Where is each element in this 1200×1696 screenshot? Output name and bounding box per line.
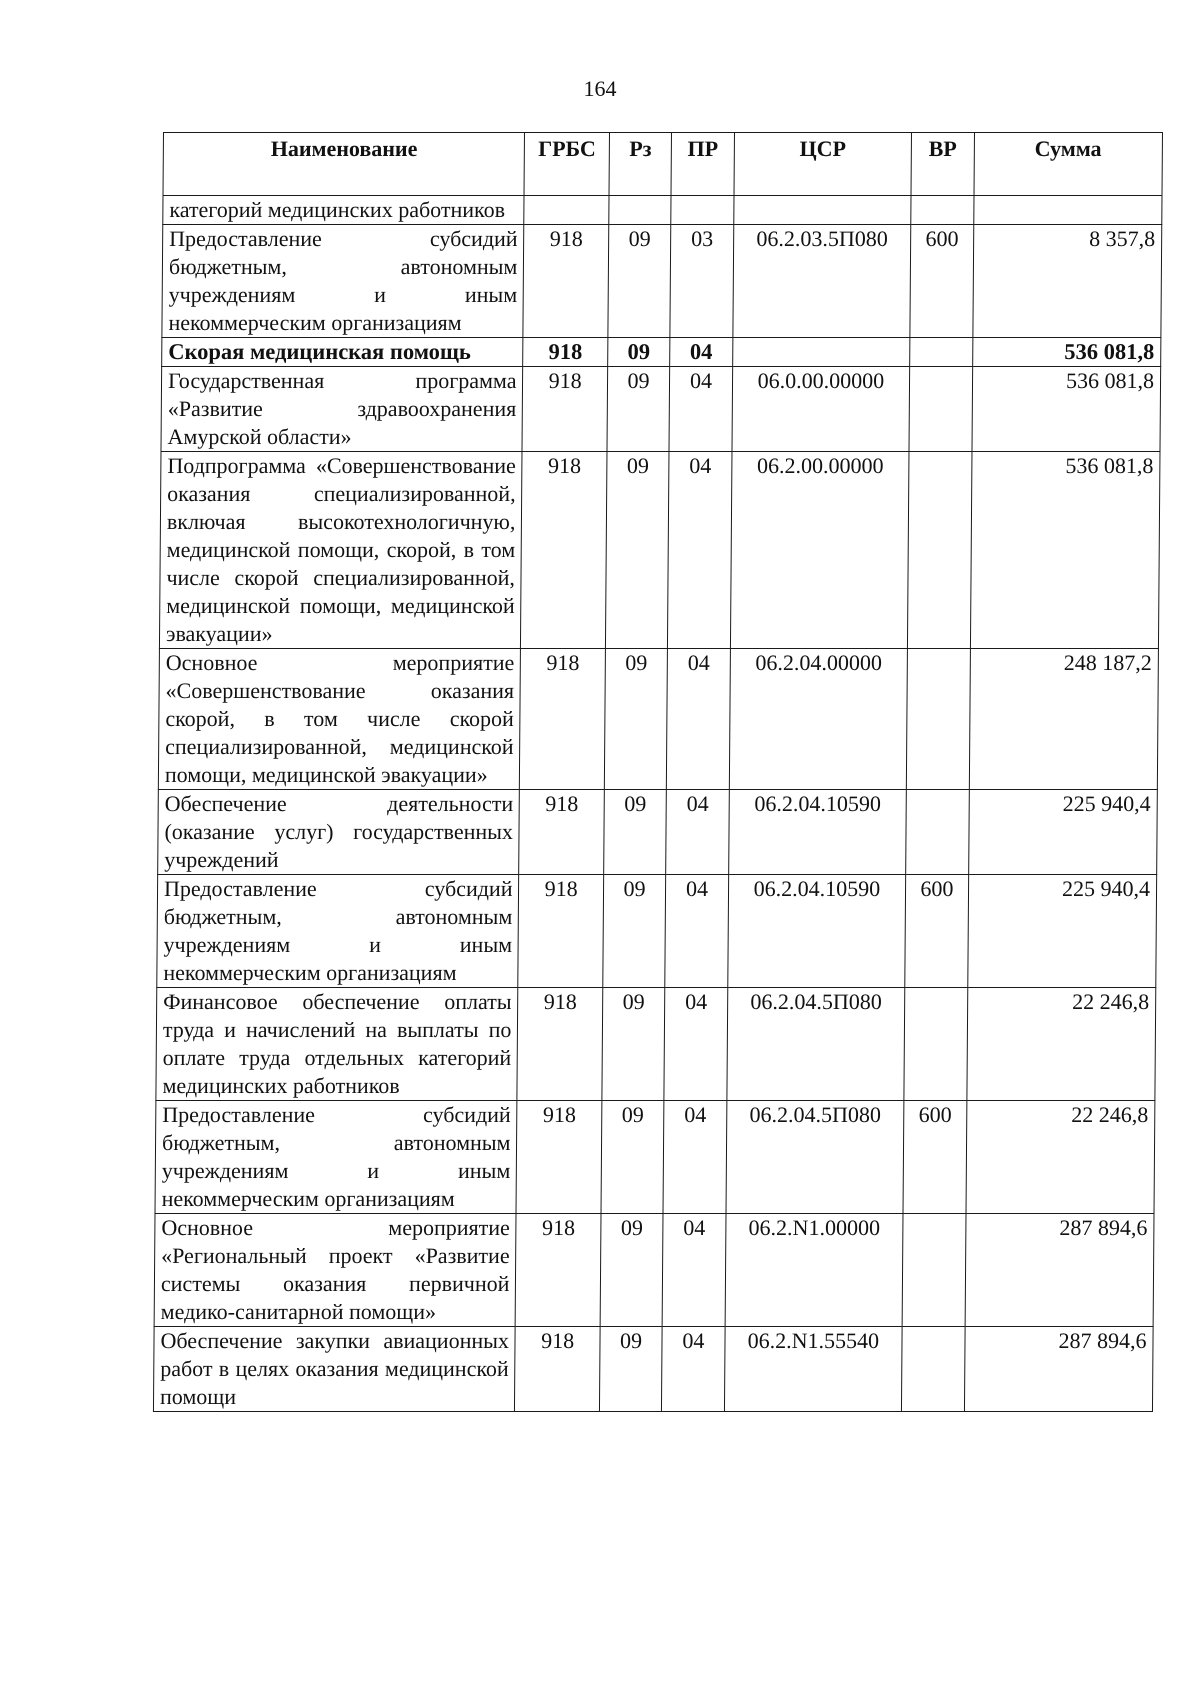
- cell-sum: 22 246,8: [966, 988, 1155, 1101]
- cell-csr: 06.2.04.5П080: [726, 1101, 904, 1214]
- budget-table: [153, 132, 1163, 1412]
- cell-csr: 06.2.04.00000: [729, 649, 908, 790]
- cell-name: Основное мероприятие «Региональный проект «Развитие системы оказания первичной медико-санитарной помощи»: [154, 1214, 516, 1327]
- cell-csr: 06.2.00.00000: [730, 452, 909, 649]
- cell-pr: 04: [663, 1101, 726, 1214]
- table-row: [162, 225, 1162, 338]
- cell-sum: [973, 196, 1162, 225]
- cell-sum: 225 940,4: [968, 790, 1157, 875]
- cell-sum: 225 940,4: [967, 875, 1156, 988]
- table-row: [158, 649, 1158, 790]
- cell-grbs: 918: [522, 367, 607, 452]
- cell-pr: 04: [664, 988, 727, 1101]
- cell-csr: 06.2.N1.00000: [725, 1214, 903, 1327]
- cell-vr: 600: [905, 875, 968, 988]
- cell-sum: 22 246,8: [966, 1101, 1155, 1214]
- cell-rz: 09: [602, 988, 665, 1101]
- cell-rz: [609, 196, 672, 225]
- table-row: [159, 452, 1160, 649]
- cell-csr: 06.2.N1.55540: [724, 1327, 902, 1412]
- header-rz: Рз: [609, 133, 672, 196]
- cell-grbs: 918: [523, 338, 608, 367]
- cell-grbs: 918: [520, 649, 605, 790]
- cell-rz: 09: [601, 1101, 664, 1214]
- header-sum: Сумма: [974, 133, 1163, 196]
- cell-pr: 03: [670, 225, 733, 338]
- cell-vr: [902, 1214, 965, 1327]
- cell-sum: 536 081,8: [972, 367, 1161, 452]
- cell-pr: 04: [665, 875, 728, 988]
- cell-name: Финансовое обеспечение оплаты труда и начислений на выплаты по оплате труда отдельных категорий медицинских работников: [156, 988, 518, 1101]
- cell-pr: 04: [662, 1327, 725, 1412]
- cell-csr: 06.2.04.10590: [728, 790, 906, 875]
- cell-rz: 09: [608, 225, 671, 338]
- cell-name: Подпрограмма «Совершенствование оказания специализированной, включая высокотехнологичную, медицинской помощи, скорой, в том числе скорой специализированной, медицинской помощи, медицинской эвакуации»: [159, 452, 522, 649]
- cell-pr: 04: [669, 367, 732, 452]
- cell-rz: 09: [607, 367, 670, 452]
- cell-csr: 06.2.04.10590: [727, 875, 905, 988]
- cell-rz: 09: [603, 790, 666, 875]
- cell-vr: 600: [903, 1101, 966, 1214]
- cell-vr: [909, 367, 972, 452]
- table-header-row: [163, 133, 1162, 196]
- cell-rz: 09: [599, 1327, 662, 1412]
- table-row: [156, 988, 1156, 1101]
- table-row: [163, 196, 1162, 225]
- cell-grbs: 918: [518, 875, 603, 988]
- cell-vr: [902, 1327, 965, 1412]
- table-row: [158, 790, 1158, 875]
- table-row: [153, 1327, 1153, 1412]
- cell-pr: [671, 196, 734, 225]
- header-csr: ЦСР: [734, 133, 912, 196]
- table-row: [157, 875, 1157, 988]
- cell-pr: 04: [667, 649, 731, 790]
- cell-vr: [908, 452, 972, 649]
- cell-grbs: 918: [517, 988, 602, 1101]
- cell-grbs: 918: [523, 225, 608, 338]
- cell-sum: 287 894,6: [964, 1327, 1153, 1412]
- cell-pr: 04: [666, 790, 729, 875]
- cell-name: Обеспечение закупки авиационных работ в целях оказания медицинской помощи: [153, 1327, 515, 1412]
- header-name: Наименование: [163, 133, 525, 196]
- cell-rz: 09: [600, 1214, 663, 1327]
- cell-grbs: [524, 196, 609, 225]
- cell-vr: [910, 338, 973, 367]
- cell-csr: 06.0.00.00000: [732, 367, 910, 452]
- cell-name: Предоставление субсидий бюджетным, автономным учреждениям и иным некоммерческим организациям: [162, 225, 524, 338]
- table-row: [154, 1214, 1154, 1327]
- cell-name: категорий медицинских работников: [163, 196, 525, 225]
- page-number: 164: [583, 76, 617, 101]
- table-row: [162, 338, 1161, 367]
- cell-csr: [732, 338, 910, 367]
- cell-name: Скорая медицинская помощь: [162, 338, 524, 367]
- cell-name: Обеспечение деятельности (оказание услуг) государственных учреждений: [158, 790, 520, 875]
- cell-name: Предоставление субсидий бюджетным, автономным учреждениям и иным некоммерческим организациям: [157, 875, 519, 988]
- cell-pr: 04: [670, 338, 733, 367]
- cell-sum: 536 081,8: [970, 452, 1160, 649]
- cell-grbs: 918: [515, 1327, 600, 1412]
- cell-csr: 06.2.04.5П080: [727, 988, 905, 1101]
- table-row: [161, 367, 1161, 452]
- table-body: [153, 196, 1162, 1412]
- cell-name: Основное мероприятие «Совершенствование оказания скорой, в том числе скорой специализированной, медицинской помощи, медицинской эвакуации»: [158, 649, 521, 790]
- cell-grbs: 918: [519, 790, 604, 875]
- cell-vr: [904, 988, 967, 1101]
- header-vr: ВР: [911, 133, 974, 196]
- cell-vr: [906, 649, 970, 790]
- cell-name: Предоставление субсидий бюджетным, автономным учреждениям и иным некоммерческим организациям: [155, 1101, 517, 1214]
- cell-rz: 09: [603, 875, 666, 988]
- cell-grbs: 918: [521, 452, 607, 649]
- cell-sum: 287 894,6: [965, 1214, 1154, 1327]
- header-grbs: ГРБС: [524, 133, 609, 196]
- cell-vr: 600: [910, 225, 973, 338]
- table-row: [155, 1101, 1155, 1214]
- cell-rz: 09: [604, 649, 668, 790]
- header-pr: ПР: [671, 133, 734, 196]
- cell-rz: 09: [607, 338, 670, 367]
- cell-vr: [906, 790, 969, 875]
- cell-sum: 536 081,8: [972, 338, 1161, 367]
- cell-pr: 04: [662, 1214, 725, 1327]
- cell-csr: [733, 196, 911, 225]
- cell-vr: [911, 196, 974, 225]
- cell-grbs: 918: [516, 1101, 601, 1214]
- cell-rz: 09: [605, 452, 669, 649]
- cell-sum: 248 187,2: [969, 649, 1159, 790]
- cell-sum: 8 357,8: [972, 225, 1161, 338]
- cell-pr: 04: [668, 452, 732, 649]
- cell-csr: 06.2.03.5П080: [733, 225, 911, 338]
- cell-name: Государственная программа «Развитие здравоохранения Амурской области»: [161, 367, 523, 452]
- cell-grbs: 918: [516, 1214, 601, 1327]
